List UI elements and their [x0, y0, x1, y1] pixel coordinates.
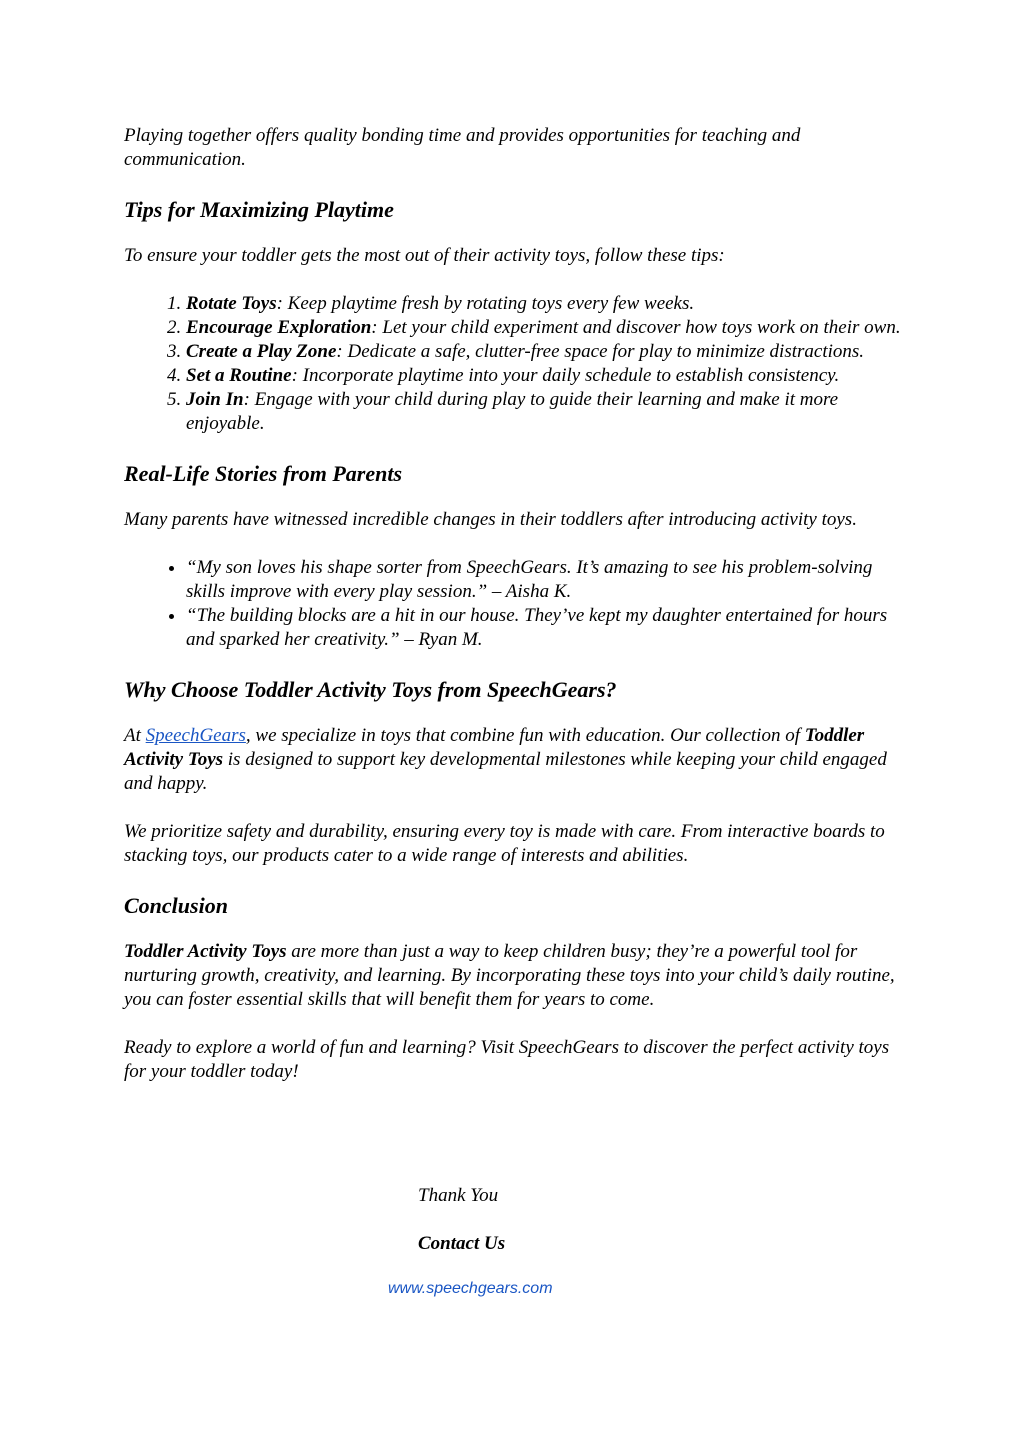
tip-title: Join In: [186, 389, 244, 410]
conclusion-bold-text: Toddler Activity Toys: [124, 941, 287, 962]
speechgears-link[interactable]: SpeechGears: [145, 725, 246, 746]
why-bold-text: Toddler Activity Toys: [124, 725, 865, 770]
tip-item: [186, 340, 904, 364]
tip-item: [186, 364, 904, 388]
conclusion-text: are more than just a way to keep children busy; they’re a powerful tool for nurturing growth, creativity, and learning. By incorporating these toys into your child’s daily routine, you can foster essential skills that will benefit them for years to come.: [124, 941, 895, 1010]
tips-heading: Tips for Maximizing Playtime: [124, 197, 394, 222]
conclusion-paragraph-1: [124, 940, 904, 1012]
stories-heading: Real-Life Stories from Parents: [124, 461, 403, 486]
conclusion-paragraph-2: Ready to explore a world of fun and learning? Visit SpeechGears to discover the perfect activity toys for your toddler today!: [124, 1037, 890, 1082]
document-body: [124, 124, 904, 1108]
why-text: At: [124, 725, 146, 746]
tip-item: [186, 292, 904, 316]
why-text: is designed to support key developmental milestones while keeping your child engaged and happy.: [124, 749, 887, 794]
contact-us-heading: Contact Us: [418, 1233, 506, 1254]
intro-paragraph: Playing together offers quality bonding time and provides opportunities for teaching and communication.: [124, 125, 801, 170]
tip-item: [186, 388, 904, 436]
quotes-list: [124, 556, 904, 652]
tip-text: : Engage with your child during play to guide their learning and make it more enjoyable.: [186, 389, 839, 434]
tip-text: : Dedicate a safe, clutter-free space for play to minimize distractions.: [336, 341, 865, 362]
why-text: , we specialize in toys that combine fun with education. Our collection of: [245, 725, 805, 746]
stories-lead: Many parents have witnessed incredible changes in their toddlers after introducing activity toys.: [124, 509, 857, 530]
quote-item: • “My son loves his shape sorter from SpeechGears. It’s amazing to see his problem-solving skills improve with every play session.” – Aisha K.: [186, 556, 904, 604]
tip-title: Set a Routine: [186, 365, 292, 386]
tips-list: [124, 292, 904, 436]
why-heading: Why Choose Toddler Activity Toys from SpeechGears?: [124, 677, 617, 702]
tip-text: : Incorporate playtime into your daily schedule to establish consistency.: [291, 365, 840, 386]
why-paragraph-1: [124, 724, 904, 796]
thank-you-text: Thank You: [418, 1185, 499, 1206]
tip-item: [186, 316, 904, 340]
tips-lead: To ensure your toddler gets the most out of their activity toys, follow these tips:: [124, 245, 725, 266]
tip-title: Rotate Toys: [186, 293, 277, 314]
why-paragraph-2: We prioritize safety and durability, ensuring every toy is made with care. From interactive boards to stacking toys, our products cater to a wide range of interests and abilities.: [124, 821, 885, 866]
tip-text: : Let your child experiment and discover how toys work on their own.: [371, 317, 901, 338]
tip-title: Encourage Exploration: [186, 317, 372, 338]
conclusion-heading: Conclusion: [124, 893, 228, 918]
quote-item: • “The building blocks are a hit in our house. They’ve kept my daughter entertained for hours and sparked her creativity.” – Ryan M.: [186, 604, 904, 652]
tip-text: : Keep playtime fresh by rotating toys every few weeks.: [276, 293, 695, 314]
tip-title: Create a Play Zone: [186, 341, 337, 362]
website-link[interactable]: www.speechgears.com: [388, 1280, 553, 1297]
